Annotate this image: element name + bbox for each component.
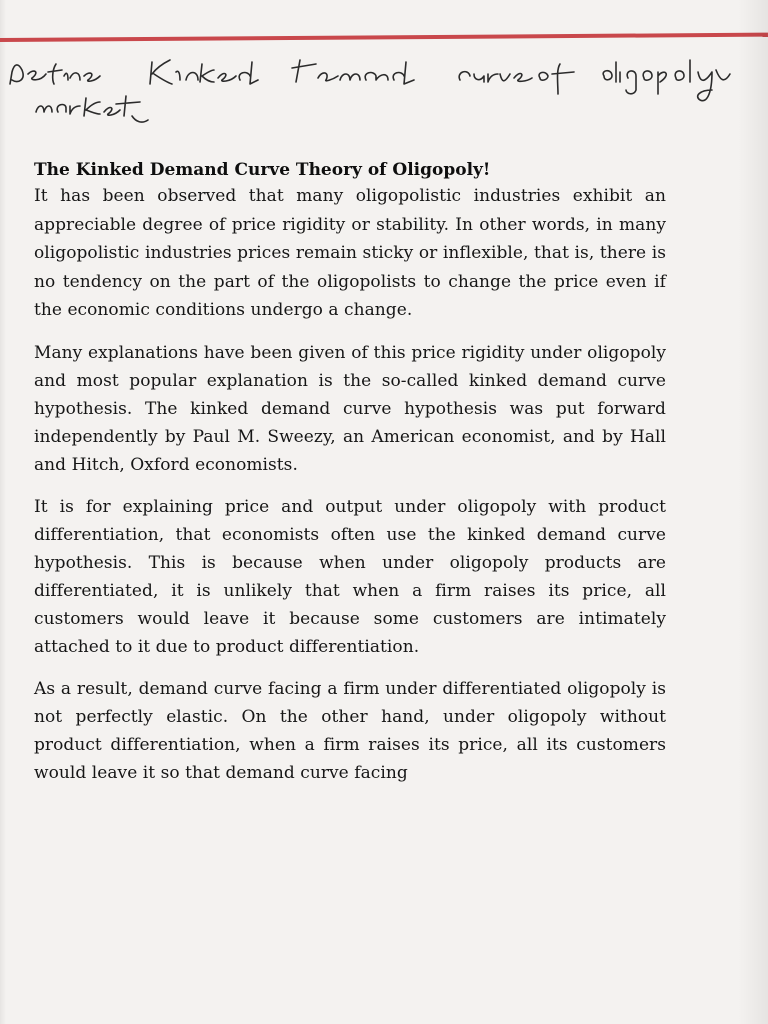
- paragraph-1: It has been observed that many oligopolistic industries exhibit an appreciable degree of price rigidity or stability. In other words, in many oligopolistic industries prices remain sticky or inflexible, that is, there is no tendency on the part of the oligopolists to change the price even if the economic conditions undergo a change.: [34, 186, 666, 320]
- handwritten-line2: market: [0, 50, 3, 51]
- paragraph-4: As a result, demand curve facing a firm under differentiated oligopoly is not perfectly elastic. On the other hand, under oligopoly without product differentiation, when a firm raises its price, all its customers would leave it so that demand curve facing: [34, 678, 666, 783]
- paragraph-2: Many explanations have been given of this price rigidity under oligopoly and most popular explanation is the so-called kinked demand curve hypothesis. The kinked demand curve hypothesis was put forward independently by Paul M. Sweezy, an American economist, and by Hall and Hitch, Oxford economists.: [34, 342, 666, 475]
- paragraph-3: It is for explaining price and output under oligopoly with product differentiation, that economists often use the kinked demand curve hypothesis. This is because when under oligopoly products are differentiated, it is unlikely that when a firm raises its price, all customers would leave it because some customers are intimately attached to it due to product differentiation.: [34, 496, 666, 657]
- handwritten-note: [0, 50, 768, 130]
- page-left-edge: [0, 0, 6, 1024]
- document-heading: The Kinked Demand Curve Theory of Oligopoly!: [34, 160, 491, 180]
- top-margin-rule: [0, 33, 768, 42]
- page-right-edge: [738, 0, 768, 1024]
- document-body: [34, 158, 666, 801]
